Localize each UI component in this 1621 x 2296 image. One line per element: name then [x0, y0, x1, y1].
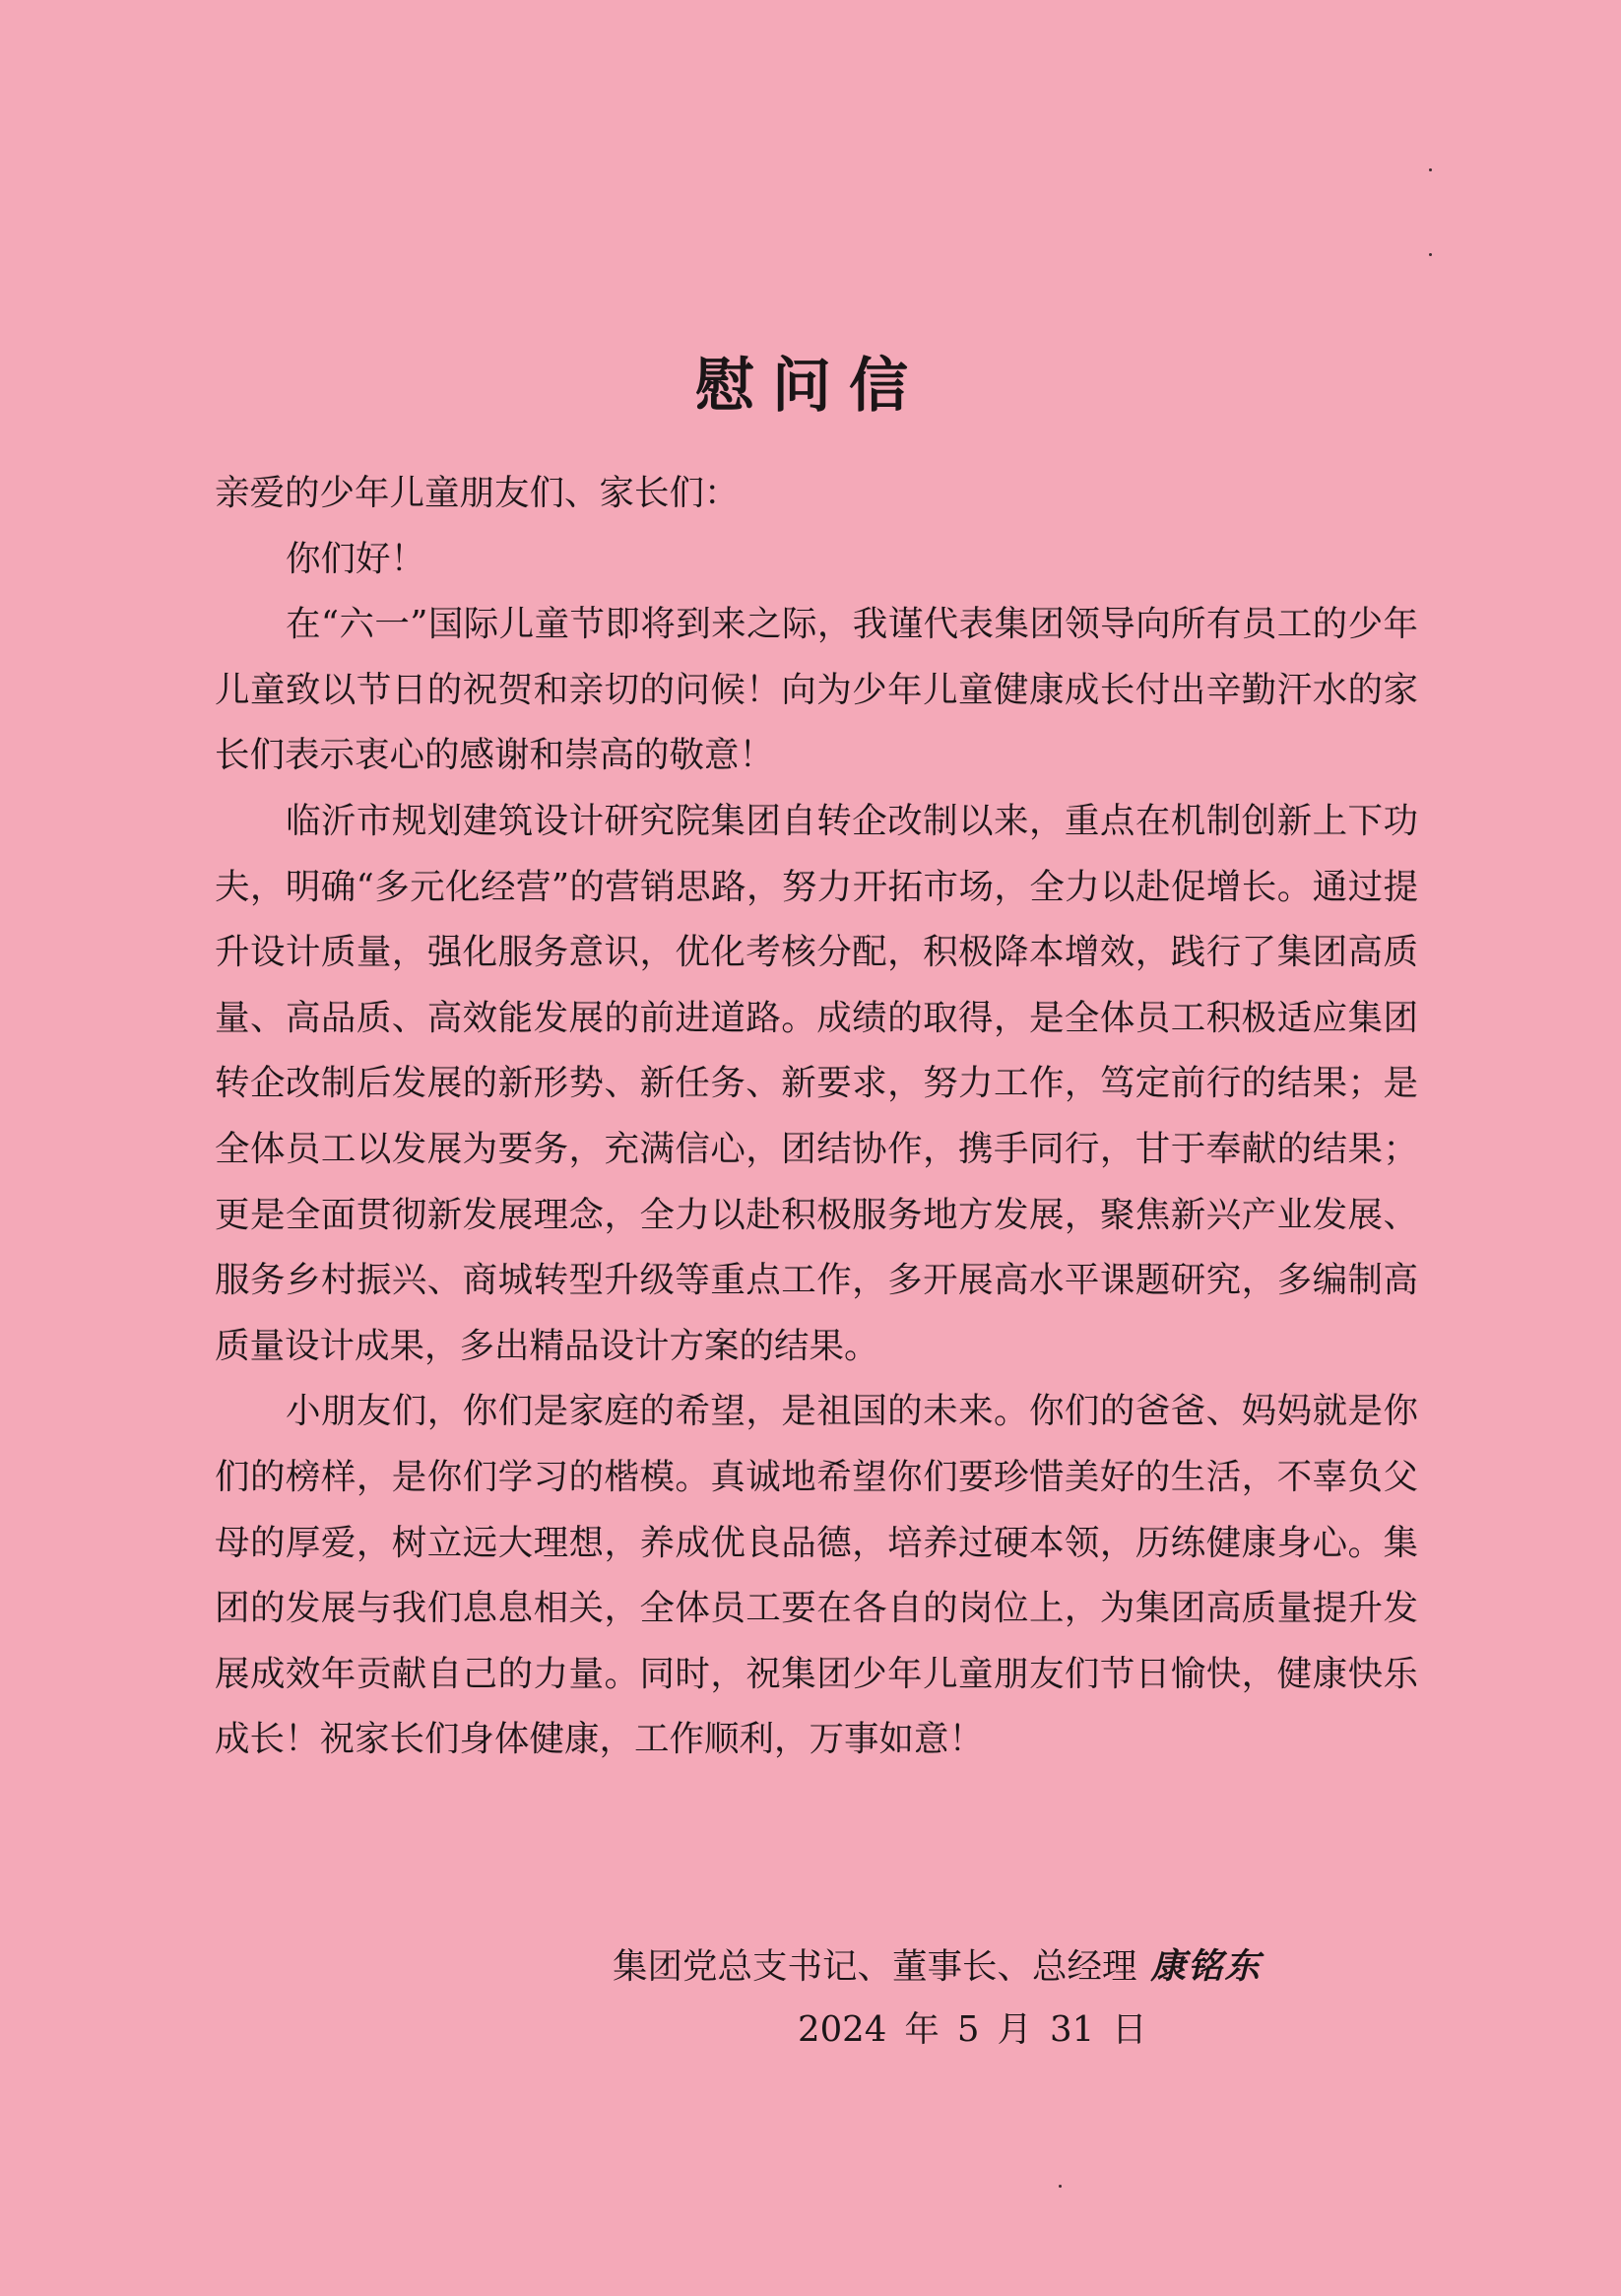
- paragraph-holiday-greetings: 在“六一”国际儿童节即将到来之际，我谨代表集团领导向所有员工的少年儿童致以节日的祝贺和亲切的问候！向为少年儿童健康成长付出辛勤汗水的家长们表示衷心的感谢和崇高的敬意！: [215, 604, 1418, 776]
- date-day: 31: [1049, 2009, 1095, 2050]
- greeting: 你们好！: [286, 538, 426, 579]
- paragraph-group-achievements: 临沂市规划建筑设计研究院集团自转企改制以来，重点在机制创新上下功夫，明确“多元化经营”的营销思路，努力开拓市场，全力以赴促增长。通过提升设计质量，强化服务意识，优化考核分配，积极降本增效，践行了集团高质量、高品质、高效能发展的前进道路。成绩的取得，是全体员工积极适应集团转企改制后发展的新形势、新任务、新要求，努力工作，笃定前行的结果；是全体员工以发展为要务，充满信心，团结协作，携手同行，甘于奉献的结果；更是全面贯彻新发展理念，全力以赴积极服务地方发展，聚焦新兴产业发展、服务乡村振兴、商城转型升级等重点工作，多开展高水平课题研究，多编制高质量设计成果，多出精品设计方案的结果。: [215, 800, 1418, 1366]
- date-month-unit: 月: [997, 2009, 1032, 2050]
- handwritten-signature: 康铭东: [1150, 1946, 1263, 1987]
- paper-speck: [1429, 168, 1432, 171]
- salutation: 亲爱的少年儿童朋友们、家长们：: [215, 473, 740, 513]
- date-year-unit: 年: [904, 2009, 940, 2050]
- paper-speck: [1429, 253, 1432, 256]
- date-year: 2024: [798, 2009, 887, 2050]
- signature-line: [613, 1935, 1302, 2000]
- letter-title: 慰问信: [695, 352, 926, 422]
- paper-speck: [1059, 2185, 1062, 2188]
- date-month: 5: [956, 2009, 980, 2050]
- signatory-position: 集团党总支书记、董事长、总经理: [613, 1946, 1137, 1987]
- letter-body: [215, 461, 1418, 1773]
- date-day-unit: 日: [1112, 2009, 1147, 2050]
- paragraph-wishes: 小朋友们，你们是家庭的希望，是祖国的未来。你们的爸爸、妈妈就是你们的榜样，是你们学习的楷模。真诚地希望你们要珍惜美好的生活，不辜负父母的厚爱，树立远大理想，养成优良品德，培养过硬本领，历练健康身心。集团的发展与我们息息相关，全体员工要在各自的岗位上，为集团高质量提升发展成效年贡献自己的力量。同时，祝集团少年儿童朋友们节日愉快，健康快乐成长！祝家长们身体健康，工作顺利，万事如意！: [215, 1391, 1418, 1760]
- letter-date: [798, 1998, 1165, 2063]
